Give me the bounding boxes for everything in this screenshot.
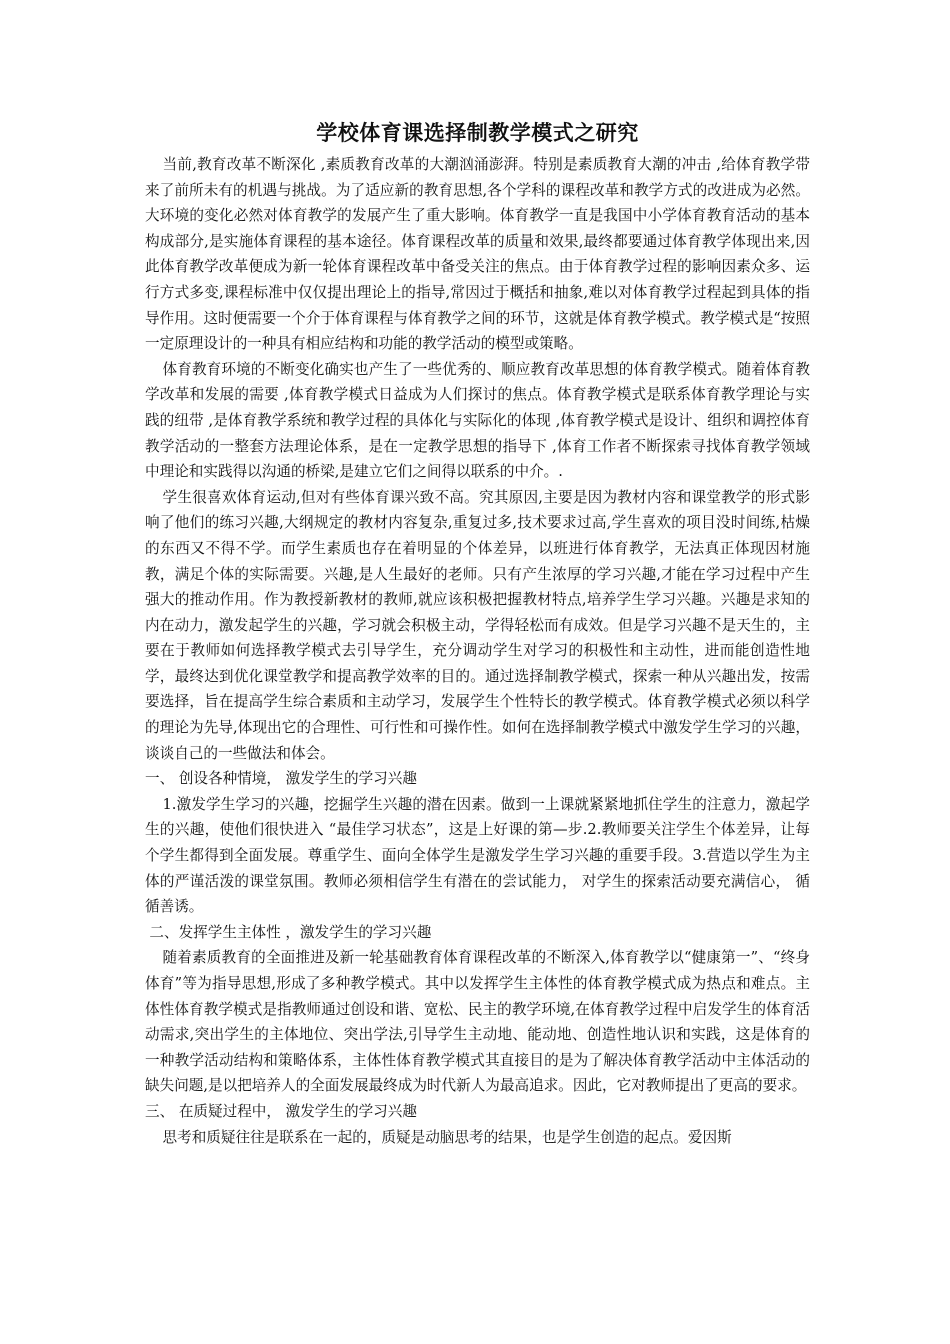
intro-paragraph-2: 体育教育环境的不断变化确实也产生了一些优秀的、顺应教育改革思想的体育教学模式。随着体育教学改革和发展的需要 ,体育教学模式日益成为人们探讨的焦点。体育教学模式是联系体育教学理论与实践的纽带 ,是体育教学系统和教学过程的具体化与实际化的体现 ,体育教学模式是设计、组织和调控体育教学活动的一整套方法理论体系，是在一定教学思想的指导下 ,体育工作者不断探索寻找体育教学领域中理论和实践得以沟通的桥梁,是建立它们之间得以联系的中介。.	[145, 360, 810, 481]
section-2-heading: 二、发挥学生主体性 ，激发学生的学习兴趣	[149, 923, 432, 941]
intro-paragraph-3: 学生很喜欢体育运动,但对有些体育课兴致不高。究其原因,主要是因为教材内容和课堂教学的形式影响了他们的练习兴趣,大纲规定的教材内容复杂,重复过多,技术要求过高,学生喜欢的项目没时间练,枯燥的东西又不得不学。而学生素质也存在着明显的个体差异，以班进行体育教学，无法真正体现因材施教，满足个体的实际需要。兴趣,是人生最好的老师。只有产生浓厚的学习兴趣,才能在学习过程中产生强大的推动作用。作为教授新教材的教师,就应该积极把握教材特点,培养学生学习兴趣。兴趣是求知的内在动力，激发起学生的兴趣，学习就会积极主动，学得轻松而有成效。但是学习兴趣不是天生的，主要在于教师如何选择教学模式去引导学生，充分调动学生对学习的积极性和主动性，进而能创造性地学，最终达到优化课堂教学和提高教学效率的目的。通过选择制教学模式，探索一种从兴趣出发，按需要选择，旨在提高学生综合素质和主动学习，发展学生个性特长的教学模式。体育教学模式必须以科学的理论为先导,体现出它的合理性、可行性和可操作性。如何在选择制教学模式中激发学生学习的兴趣， 谈谈自己的一些做法和体会。	[145, 488, 810, 762]
document-title: 学校体育课选择制教学模式之研究	[316, 120, 639, 145]
section-1-heading: 一、 创设各种情境， 激发学生的学习兴趣	[145, 770, 417, 788]
section-1-paragraph: 1.激发学生学习的兴趣，挖掘学生兴趣的潜在因素。做到一上课就紧紧地抓住学生的注意力，激起学生的兴趣，使他们很快进入 “最佳学习状态”，这是上好课的第—步.2.教师要关注学生个体差异，让每个学生都得到全面发展。尊重学生、面向全体学生是激发学生学习兴趣的重要手段。3.营造以学生为主体的严谨活泼的课堂氛围。教师必须相信学生有潜在的尝试能力， 对学生的探索活动要充满信心， 循循善诱。	[145, 795, 810, 916]
section-3-paragraph: 思考和质疑往往是联系在一起的，质疑是动脑思考的结果，也是学生创造的起点。爱因斯	[162, 1128, 732, 1146]
section-3-heading: 三、 在质疑过程中， 激发学生的学习兴趣	[145, 1102, 417, 1120]
intro-paragraph-1: 当前,教育改革不断深化 ,素质教育改革的大潮汹涌澎湃。特别是素质教育大潮的冲击 ,给体育教学带来了前所未有的机遇与挑战。为了适应新的教育思想,各个学科的课程改革和教学方式的改进成为必然。大环境的变化必然对体育教学的发展产生了重大影响。体育教学一直是我国中小学体育教育活动的基本构成部分,是实施体育课程的基本途径。体育课程改革的质量和效果,最终都要通过体育教学体现出来,因此体育教学改革便成为新一轮体育课程改革中备受关注的焦点。由于体育教学过程的影响因素众多、运行方式多变,课程标准中仅仅提出理论上的指导,常因过于概括和抽象,难以对体育教学过程起到具体的指导作用。这时便需要一个介于体育课程与体育教学之间的环节，这就是体育教学模式。教学模式是“按照一定原理设计的一种具有相应结构和功能的教学活动的模型或策略。	[145, 156, 810, 353]
document-page	[145, 118, 810, 1150]
section-2-paragraph: 随着素质教育的全面推进及新一轮基础教育体育课程改革的不断深入,体育教学以“健康第一”、“终身体育”等为指导思想,形成了多种教学模式。其中以发挥学生主体性的体育教学模式成为热点和难点。主体性体育教学模式是指教师通过创设和谐、宽松、民主的教学环境,在体育教学过程中启发学生的体育活动需求,突出学生的主体地位、突出学法,引导学生主动地、能动地、创造性地认识和实践，这是体育的一种教学活动结构和策略体系，主体性体育教学模式其直接目的是为了解决体育教学活动中主体活动的缺失问题,是以把培养人的全面发展最终成为时代新人为最高追求。因此，它对教师提出了更高的要求。	[145, 949, 810, 1095]
